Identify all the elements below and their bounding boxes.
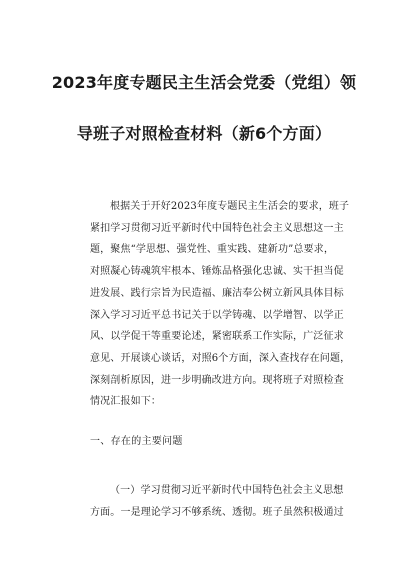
intro-line: 深刻剖析原因，进一步明确改进方向。现将班子对照检查 <box>90 374 344 386</box>
intro-line: 题，聚焦“学思想、强党性、重实践、建新功”总要求， <box>90 244 334 256</box>
subsection-paragraph <box>90 480 344 524</box>
document-title-line-2: 导班子对照检查材料（新6个方面） <box>76 124 332 143</box>
subsection-line: （一）学习贯彻习近平新时代中国特色社会主义思想 <box>110 485 344 496</box>
intro-line: 进发展、践行宗旨为民造福、廉洁奉公树立新风具体目标 <box>90 287 344 299</box>
intro-line: 意见、开展谈心谈话，对照6个方面，深入查找存在问题， <box>90 352 351 364</box>
subsection-line: 方面。一是理论学习不够系统、透彻。班子虽然积极通过 <box>90 507 344 518</box>
document-title-line-1: 2023年度专题民主生活会党委（党组）领 <box>51 73 357 92</box>
intro-line: 根据关于开好2023年度专题民主生活会的要求，班子 <box>110 201 350 212</box>
intro-line: 深入学习习近平总书记关于以学铸魂、以学增智、以学正 <box>90 309 344 321</box>
intro-line: 紧扣学习贯彻习近平新时代中国特色社会主义思想这一主 <box>90 222 344 234</box>
intro-line: 情况汇报如下： <box>90 396 162 408</box>
intro-line: 风、以学促干等重要论述，紧密联系工作实际，广泛征求 <box>90 331 344 343</box>
section-heading: 一、存在的主要问题 <box>90 436 183 447</box>
intro-paragraph <box>90 196 351 413</box>
intro-line: 对照凝心铸魂筑牢根本、锤炼品格强化忠诚、实干担当促 <box>90 266 344 278</box>
